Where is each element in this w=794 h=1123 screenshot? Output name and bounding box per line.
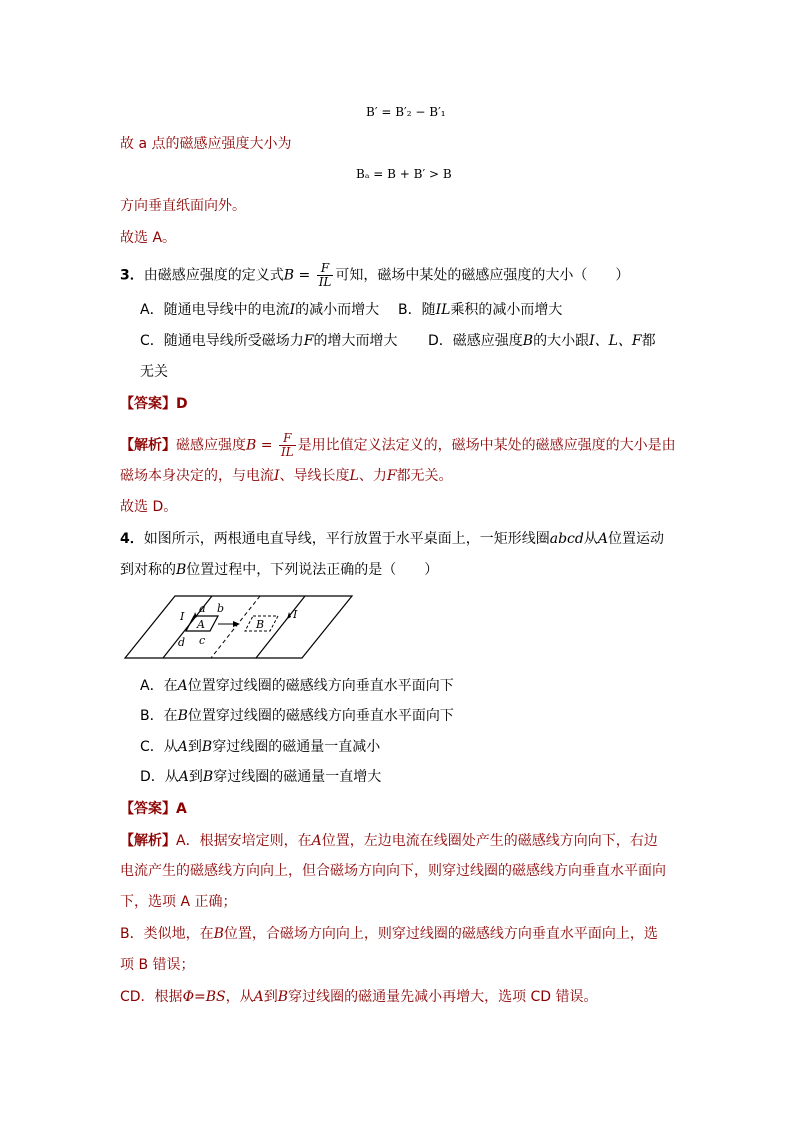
q4-opt-c-3: 穿过线圈的磁通量一直减小 [212,739,381,755]
q4-opt-b-var: B [177,708,188,724]
q4-an3-a: CD．根据 [120,989,183,1005]
q4-an3-formula: Φ=BS [182,989,226,1005]
q4-an3-b: ，从 [225,989,254,1005]
q3-analysis-frac-den: IL [280,445,294,459]
q3-option-b [398,300,562,320]
q4-figure [120,590,360,664]
q4-stem-line1 [120,529,664,549]
q3-opt-a-var: I [289,302,296,318]
q4-opt-d-2: 到 [188,769,203,785]
q3-analysis-2d: 都无关。 [396,468,453,484]
q4-opt-a-1: A．在 [140,678,178,694]
q4-opt-d-var-b: B [202,769,214,785]
q3-var-b: B [283,267,295,284]
q3-frac-den: IL [318,275,332,289]
label-coil-a: A [197,618,205,631]
q4-an1-b: 位置，左边电流在线圈处产生的磁感线方向向下，右边 [321,833,658,849]
q3-analysis-line1 [120,432,676,459]
q4-stem-2a: 到对称的 [120,562,176,578]
q3-stem-suffix: 可知，磁场中某处的磁感应强度的大小（ ） [335,267,630,284]
q3-analysis-1b: 是用比值定义法定义的，磁场中某处的磁感应强度的大小是由 [297,437,676,454]
q4-opt-c-var-a: A [177,739,188,755]
q4-stem-line2 [120,560,438,580]
q3-opt-c-text: C．随通电导线所受磁场力 [140,333,304,349]
q3-opt-c-var: F [303,333,314,349]
q3-option-d [428,331,656,351]
label-d: d [178,636,186,649]
q3-analysis-var-b: B [246,437,257,454]
q3-analysis-2-f: F [386,468,397,484]
q3-opt-c-end: 的增大而增大 [313,333,398,349]
q3-analysis-eq: = [256,437,277,454]
q4-analysis-line2: 电流产生的磁感线方向向上，但合磁场方向向下，则穿过线圈的磁感线方向垂直水平面向 [120,863,666,879]
q4-an3-c: 到 [263,989,278,1005]
q3-frac-num: F [320,261,330,275]
q3-stem [120,262,629,289]
q4-an1-var-a: A [311,833,322,849]
q4-opt-d-3: 穿过线圈的磁通量一直增大 [213,769,382,785]
q3-analysis-frac-num: F [283,431,292,445]
q4-analysis-b-line2: 项 B 错误； [120,957,195,973]
q3-opt-d-end: 都 [641,333,656,349]
q4-an1-a: A．根据安培定则，在 [176,833,312,849]
q4-option-b [140,706,454,726]
q3-eq: = [294,267,315,284]
q4-opt-a-2: 位置穿过线圈的磁感线方向垂直水平面向下 [187,678,454,694]
q3-analysis-2-i: I [274,468,280,484]
q4-analysis-line3: 下，选项 A 正确； [120,894,237,910]
q4-analysis-cd [120,987,598,1007]
q4-option-a [140,676,454,696]
q4-opt-b-2: 位置穿过线圈的磁感线方向垂直水平面向下 [187,708,454,724]
q3-analysis-1a: 磁感应强度 [176,437,246,454]
q4-option-c [140,737,380,757]
q3-option-c [140,331,398,351]
q4-stem-1: 如图所示，两根通电直导线，平行放置于水平桌面上，一矩形线圈 [143,531,550,547]
q4-opt-c-1: C．从 [140,739,178,755]
q4-opt-d-1: D．从 [140,769,179,785]
formula-b-prime: B′ = B′₂ − B′₁ [366,105,446,119]
text-direction: 方向垂直纸面向外。 [120,198,246,214]
label-coil-b: B [256,618,265,631]
q3-opt-a-end: 的减小而增大 [295,302,380,318]
q4-analysis-line1 [120,831,658,851]
q4-analysis-b-line1 [120,924,658,944]
q4-stem-abcd: abcd [549,531,584,547]
q4-an2-var-b: B [213,926,224,942]
q4-opt-b-1: B．在 [140,708,178,724]
q4-stem-1c: 位置运动 [608,531,664,547]
label-c: c [199,634,206,647]
q4-an3-var-b: B [277,989,289,1005]
q3-option-a [140,300,379,320]
label-i-right: I [293,608,298,621]
q3-analysis-line2 [120,466,453,486]
label-i-left: I [180,610,185,623]
text-a-point: 故 a 点的磁感应强度大小为 [120,136,292,152]
q4-answer: 【答案】A [120,801,187,817]
q4-option-d [140,767,381,787]
q3-opt-b-end: 乘积的减小而增大 [450,302,563,318]
q4-an2-a: B．类似地，在 [120,926,214,942]
q3-opt-b-text: B．随 [398,302,436,318]
q4-an2-b: 位置，合磁场方向向上，则穿过线圈的磁感线方向垂直水平面向上，选 [223,926,658,942]
q4-stem-b: B [176,562,187,578]
q3-opt-d-var-b: B [522,333,534,349]
q4-stem-2b: 位置过程中，下列说法正确的是（ ） [186,562,439,578]
q3-number: 3． [120,267,144,284]
q4-opt-a-var: A [177,678,188,694]
q3-opt-d-mid: 的大小跟 [533,333,590,349]
q3-analysis-2b: 、导线长度 [279,468,350,484]
q3-analysis-tag: 【解析】 [120,437,176,454]
q3-opt-b-var: IL [435,302,451,318]
q3-analysis-fraction [279,432,296,459]
q4-number: 4． [120,531,144,547]
q3-opt-d-vars: I、L、F [589,333,642,349]
q4-stem-1b: 从 [583,531,598,547]
q3-analysis-2a: 磁场本身决定的，与电流 [120,468,274,484]
q3-answer: 【答案】D [120,396,188,412]
q3-opt-a-text: A．随通电导线中的电流 [140,302,290,318]
q3-fraction [317,262,334,289]
q3-stem-prefix: 由磁感应强度的定义式 [143,267,284,284]
q4-opt-c-var-b: B [201,739,213,755]
q3-opt-d-text: D．磁感应强度 [428,333,523,349]
right-wire-arrow [287,612,291,619]
text-choose-a: 故选 A。 [120,230,177,246]
table-outline [125,596,352,658]
label-b: b [217,602,225,615]
formula-ba: Bₐ = B + B′ > B [356,167,452,181]
q3-analysis-2c: 、力 [358,468,387,484]
q4-opt-d-var-a: A [178,769,189,785]
q4-an3-d: 穿过线圈的磁通量先减小再增大，选项 CD 错误。 [288,989,598,1005]
q4-an3-var-a: A [253,989,264,1005]
q3-choose: 故选 D。 [120,499,178,515]
q3-analysis-2-l: L [349,468,359,484]
q3-option-d-cont: 无关 [140,364,168,380]
label-a: a [199,602,206,615]
q4-stem-a: A [597,531,608,547]
q4-analysis-tag: 【解析】 [120,833,176,849]
q4-opt-c-2: 到 [187,739,202,755]
